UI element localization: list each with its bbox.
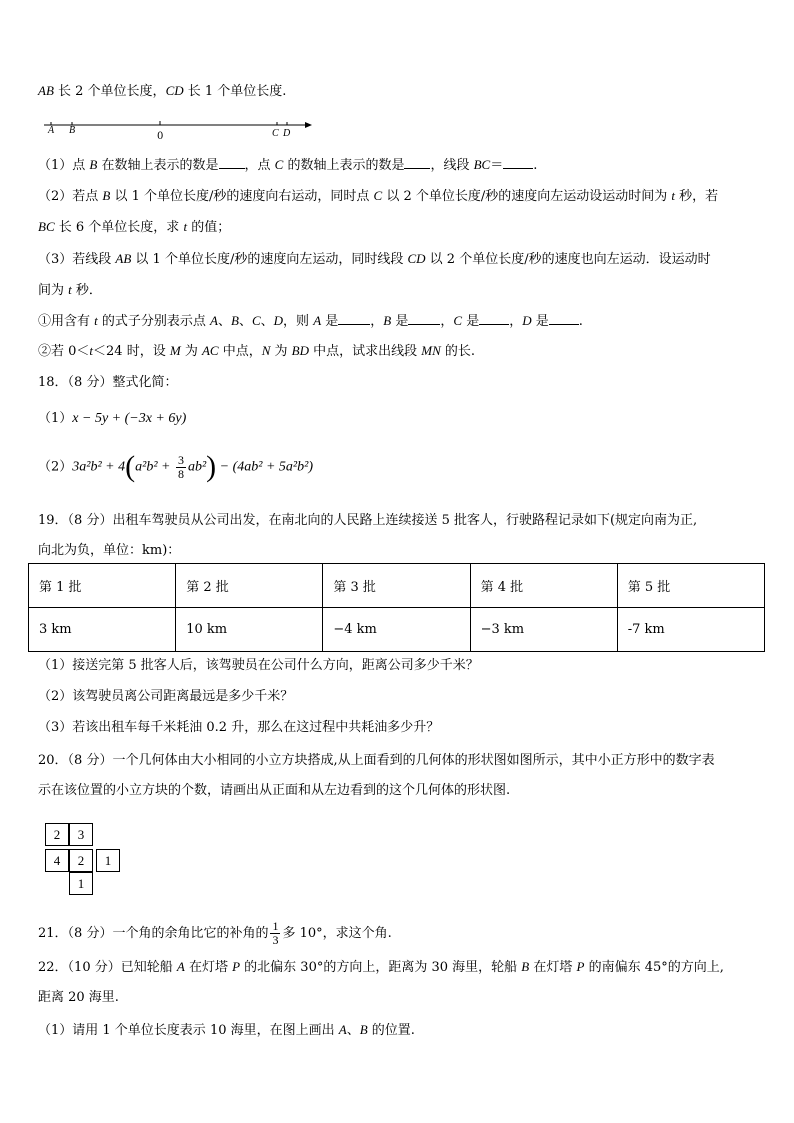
table-cell: 3 km xyxy=(29,608,176,652)
q22-line2: 距离 20 海里. xyxy=(38,990,119,1005)
point-c-label: C xyxy=(272,128,279,139)
q18-title: 18．（8 分）整式化简： xyxy=(38,375,178,390)
point-d-label: D xyxy=(283,128,291,139)
grid-cell: 1 xyxy=(96,849,120,872)
number-line xyxy=(40,117,320,151)
grid-cell: 3 xyxy=(69,823,93,846)
q19-part2: （2）该驾驶员离公司距离最远是多少千米？ xyxy=(38,689,294,704)
grid-cell: 2 xyxy=(69,849,93,872)
table-header-cell: 第 5 批 xyxy=(617,564,764,608)
table-header-cell: 第 3 批 xyxy=(323,564,470,608)
q17-part2-line1: （2）若点 B 以 1 个单位长度/秒的速度向右运动，同时点 C 以 2 个单位长度/秒的速度向左运动设运动时间为 t 秒，若 xyxy=(38,188,719,204)
point-a-label: A xyxy=(48,125,55,136)
mileage-table xyxy=(28,563,765,652)
table-header-cell: 第 2 批 xyxy=(176,564,323,608)
table-cell: −3 km xyxy=(470,608,617,652)
q18-part2: （2）3a²b² + 4(a²b² + $\frac{3}{8}$ ab²) − (4ab² + 5a²b²) xyxy=(38,450,313,483)
q19-part3: （3）若该出租车每千米耗油 0.2 升，那么在这过程中共耗油多少升？ xyxy=(38,720,440,735)
q17-part3-line2: 间为 t 秒． xyxy=(38,282,102,298)
q19-part1: （1）接送完第 5 批客人后，该驾驶员在公司什么方向，距离公司多少千米？ xyxy=(38,658,479,673)
q18-part1: （1）x − 5y + (−3x + 6y) xyxy=(38,411,187,426)
table-cell: -7 km xyxy=(617,608,764,652)
table-header-cell: 第 4 批 xyxy=(470,564,617,608)
q19-line1: 19．（8 分）出租车驾驶员从公司出发，在南北向的人民路上连续接送 5 批客人，行驶路程记录如下(规定向南为正, xyxy=(38,513,698,528)
table-cell: 10 km xyxy=(176,608,323,652)
table-row xyxy=(29,608,765,652)
fraction-1-3: $\frac{1}{3}$ xyxy=(272,919,279,947)
table-header-row xyxy=(29,564,765,608)
q17-sub1: ①用含有 t 的式子分别表示点 A、B、C、D，则 A 是 ，B 是 ，C 是 ，D 是 . xyxy=(38,313,583,329)
segment-cd: CD xyxy=(165,83,184,98)
table-header-cell: 第 1 批 xyxy=(29,564,176,608)
q21-line: 21．（8 分）一个角的余角比它的补角的 $\frac{1}{3}$ 多 10°，求这个角. xyxy=(38,919,392,947)
grid-cell: 2 xyxy=(45,823,69,846)
grid-cell: 4 xyxy=(45,849,69,872)
intro-line: AB 长 2 个单位长度，CD 长 1 个单位长度. xyxy=(38,83,287,99)
origin-label: 0 xyxy=(157,131,164,142)
q17-sub2: ②若 0＜t＜24 时，设 M 为 AC 中点，N 为 BD 中点，试求出线段 MN 的长. xyxy=(38,343,476,359)
q22-part1: （1）请用 1 个单位长度表示 10 海里，在图上画出 A、B 的位置. xyxy=(38,1022,415,1038)
q17-part3-line1: （3）若线段 AB 以 1 个单位长度/秒的速度向左运动，同时线段 CD 以 2 个单位长度/秒的速度也向左运动．设运动时 xyxy=(38,251,711,267)
fraction-3-8: $\frac{3}{8}$ xyxy=(177,452,184,481)
q17-part1: （1）点 B 在数轴上表示的数是 ，点 C 的数轴上表示的数是 ，线段 BC＝ . xyxy=(38,157,538,173)
segment-ab: AB xyxy=(38,83,54,98)
grid-cell: 1 xyxy=(69,872,93,895)
q17-part2-line2: BC 长 6 个单位长度，求 t 的值； xyxy=(38,219,231,235)
table-cell: −4 km xyxy=(323,608,470,652)
q20-line2: 示在该位置的小立方块的个数，请画出从正面和从左边看到的这个几何体的形状图. xyxy=(38,783,511,798)
q19-line2: 向北为负，单位：km)： xyxy=(38,543,181,558)
q20-line1: 20．（8 分）一个几何体由大小相同的小立方块搭成,从上面看到的几何体的形状图如图所示，其中小正方形中的数字表 xyxy=(38,753,715,768)
point-b-label: B xyxy=(69,125,76,136)
q22-line1: 22．（10 分）已知轮船 A 在灯塔 P 的北偏东 30°的方向上，距离为 30 海里，轮船 B 在灯塔 P 的南偏东 45°的方向上, xyxy=(38,959,724,975)
